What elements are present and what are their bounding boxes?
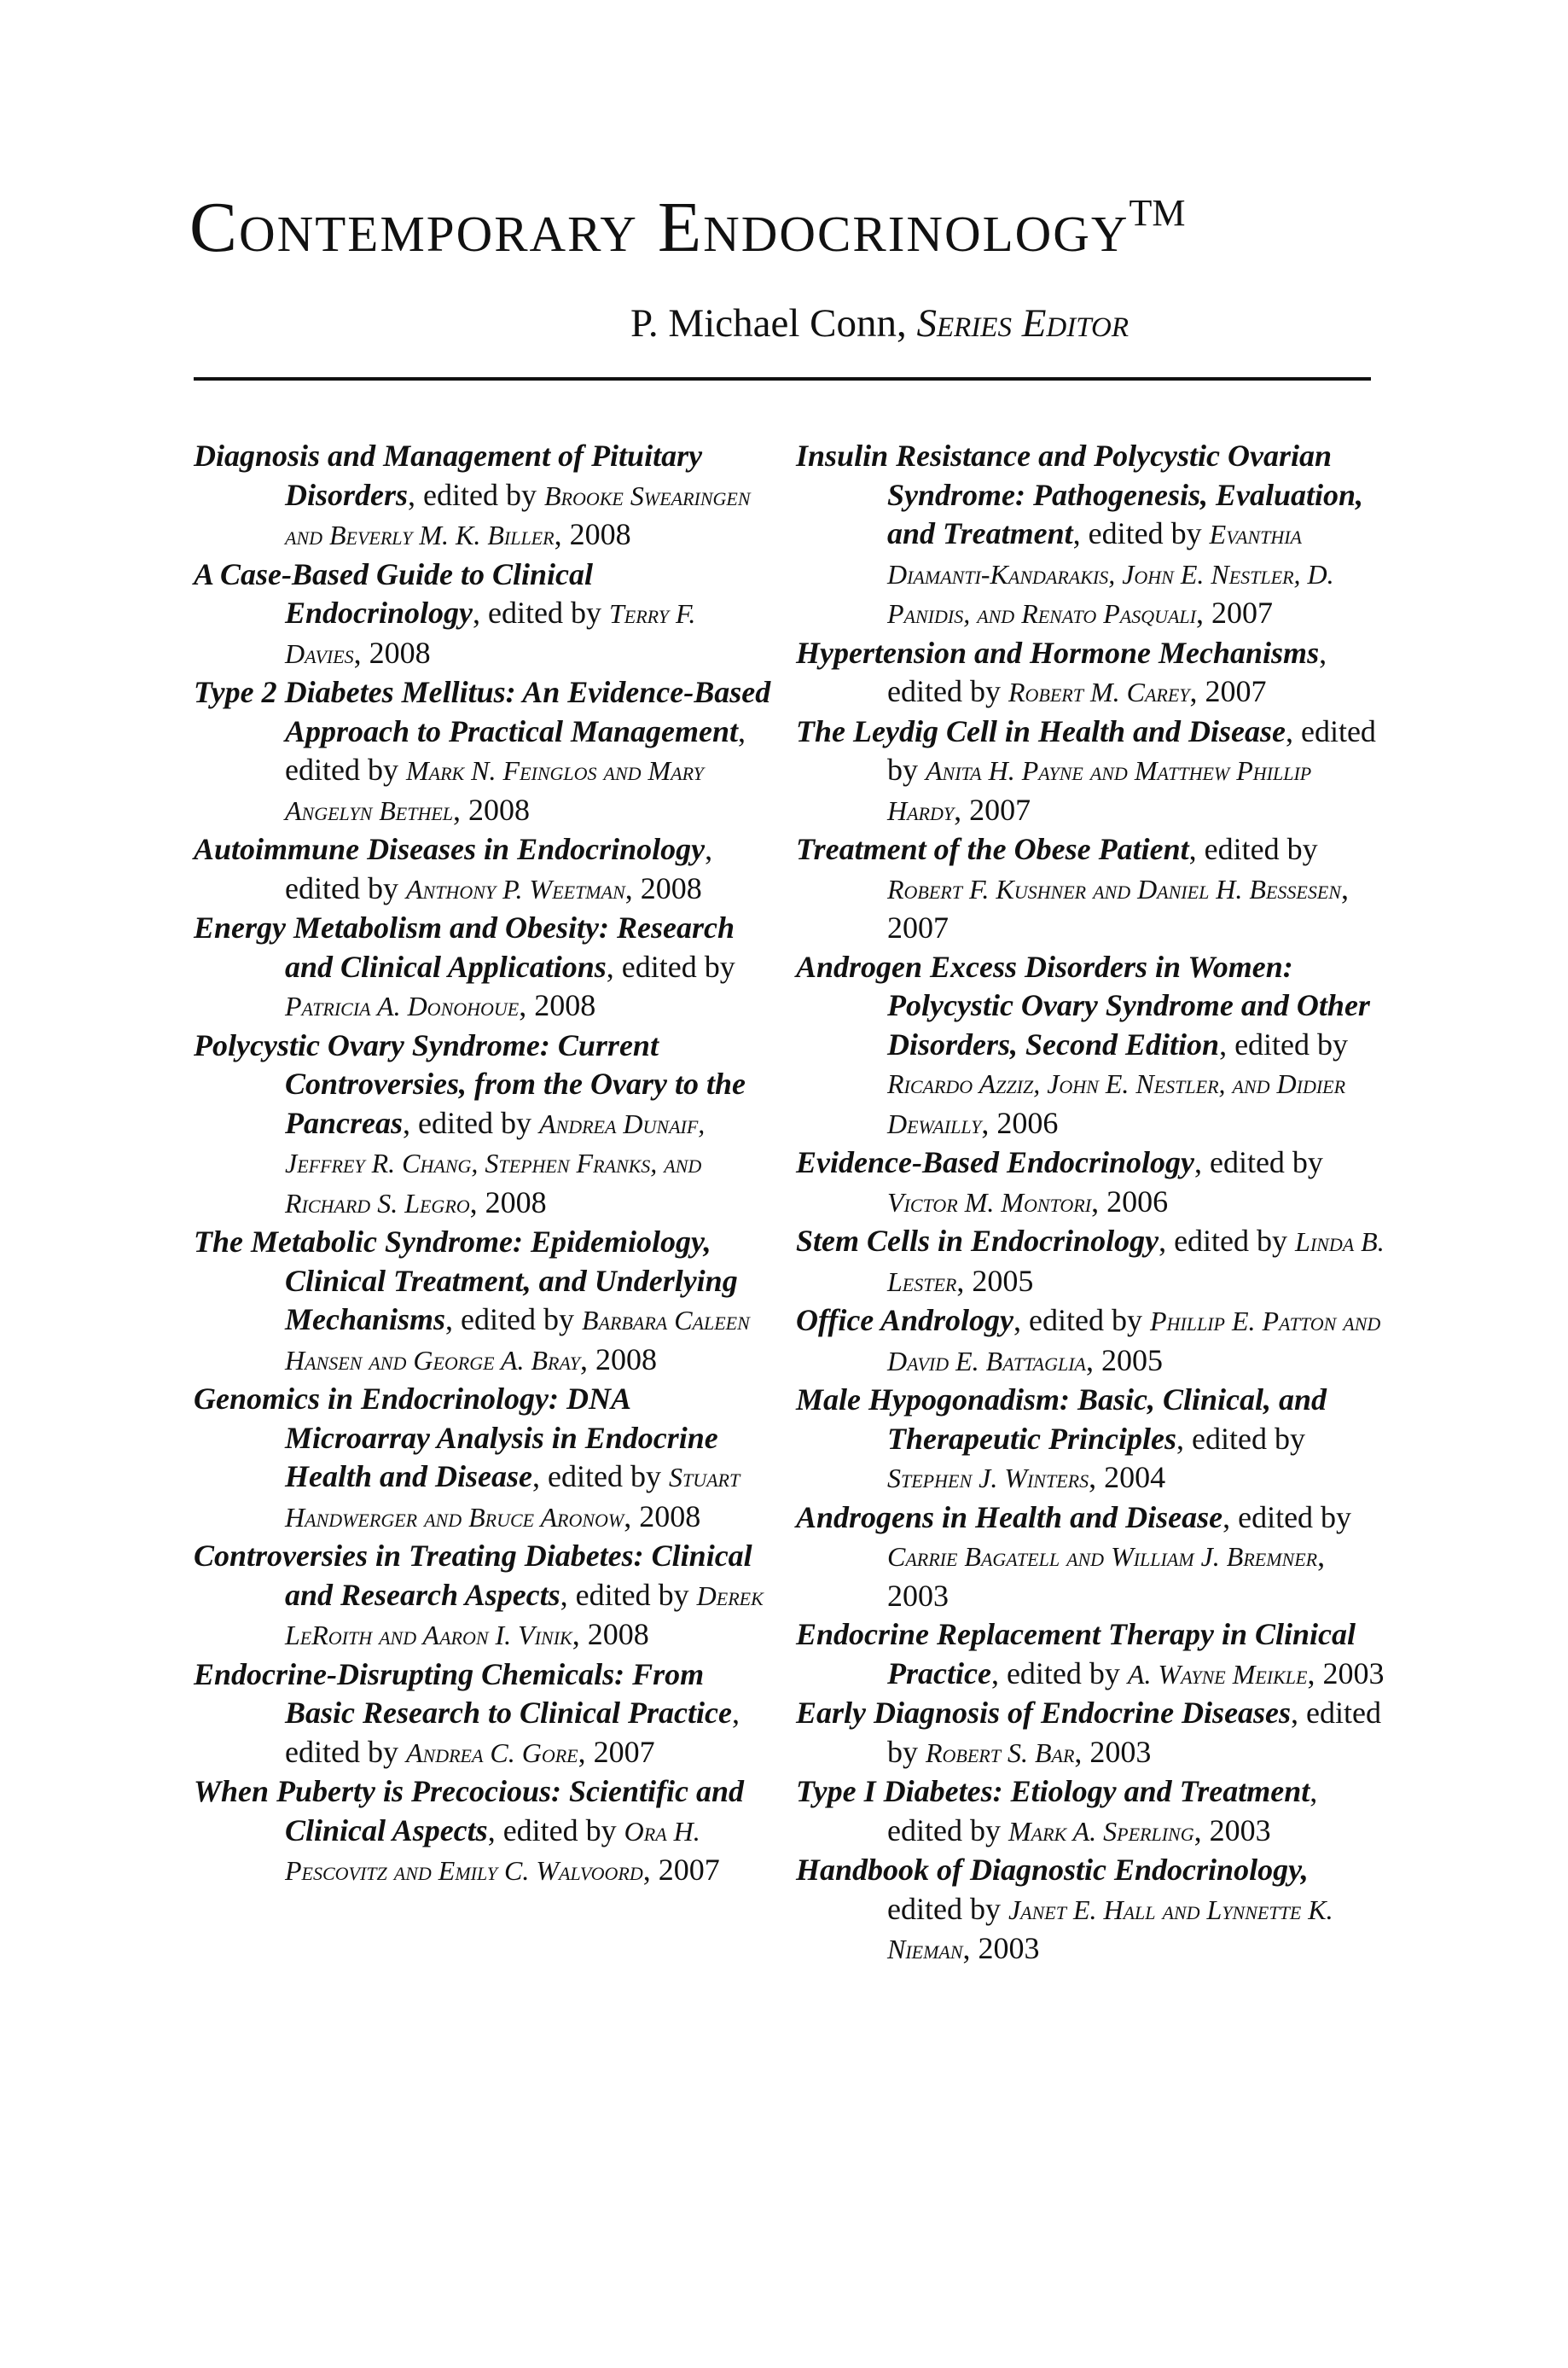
book-title: Type I Diabetes: Etiology and Treatment xyxy=(796,1774,1310,1808)
book-editors: Derek LeRoith and Aaron I. Vinik xyxy=(285,1580,764,1650)
book-entry xyxy=(194,437,774,556)
edited-by-text: , edited by xyxy=(1159,1224,1288,1258)
book-year: , 2007 xyxy=(578,1734,655,1769)
book-entry xyxy=(796,830,1385,948)
book-year: , 2008 xyxy=(624,870,702,905)
book-editors: Ora H. Pescovitz and Emily C. Walvoord xyxy=(285,1815,700,1886)
edited-by-text: , edited by xyxy=(1013,1303,1142,1337)
book-title: Type 2 Diabetes Mellitus: An Evidence-Based Approach to Practical Management xyxy=(194,675,771,748)
book-title: Autoimmune Diseases in Endocrinology xyxy=(194,832,706,866)
book-title: Androgen Excess Disorders in Women: Polycystic Ovary Syndrome and Other Disorders, Second Edition xyxy=(796,949,1370,1062)
edited-by-text: , edited by xyxy=(285,832,713,905)
book-editors: Robert F. Kushner and Daniel H. Bessesen xyxy=(887,873,1341,905)
book-list-right-column xyxy=(796,437,1385,1969)
book-entry xyxy=(796,1694,1385,1772)
book-year: , 2008 xyxy=(353,635,431,670)
book-entry xyxy=(194,909,774,1027)
edited-by-text: , edited by xyxy=(487,1812,617,1847)
edited-by-text: edited by xyxy=(887,1891,1001,1926)
book-year: , 2007 xyxy=(954,792,1031,827)
book-title: Endocrine-Disrupting Chemicals: From Basic Research to Clinical Practice xyxy=(194,1656,732,1730)
edited-by-text: , edited by xyxy=(606,949,735,984)
book-year: , 2003 xyxy=(1074,1734,1152,1769)
book-editors: Anita H. Payne and Matthew Phillip Hardy xyxy=(887,755,1312,826)
edited-by-text: , edited by xyxy=(990,1655,1120,1690)
book-editors: Janet E. Hall and Lynnette K. Nieman xyxy=(887,1894,1333,1964)
book-year: , 2008 xyxy=(519,988,596,1022)
book-year: , 2008 xyxy=(572,1617,649,1651)
book-entry xyxy=(194,673,774,830)
edited-by-text: , edited by xyxy=(887,713,1376,787)
trademark-symbol: TM xyxy=(1129,192,1186,234)
book-entry xyxy=(194,1380,774,1537)
book-entry xyxy=(796,1143,1385,1222)
book-editors: Andrea Dunaif, Jeffrey R. Chang, Stephen Franks, and Richard S. Legro xyxy=(285,1108,706,1219)
book-title: Evidence-Based Endocrinology xyxy=(796,1145,1194,1179)
book-entry xyxy=(194,1655,774,1773)
book-editors: Terry F. Davies xyxy=(285,598,696,669)
edited-by-text: , edited by xyxy=(532,1459,661,1493)
book-title: A Case-Based Guide to Clinical Endocrinology xyxy=(194,556,594,630)
book-year: , 2007 xyxy=(887,870,1349,945)
header-divider xyxy=(194,377,1371,381)
book-editors: Stephen J. Winters xyxy=(887,1463,1089,1493)
book-year: , 2007 xyxy=(1189,674,1267,708)
book-year: , 2005 xyxy=(956,1263,1034,1298)
edited-by-text: , edited by xyxy=(1176,1421,1305,1456)
book-editors: Victor M. Montori xyxy=(887,1186,1092,1218)
book-entry xyxy=(194,830,774,909)
book-entry xyxy=(194,1772,774,1891)
book-editors: Brooke Swearingen and Beverly M. K. Biller xyxy=(285,480,751,550)
book-editors: Carrie Bagatell and William J. Bremner xyxy=(887,1541,1318,1572)
edited-by-text: , edited by xyxy=(560,1577,689,1612)
book-entry xyxy=(796,1772,1385,1851)
book-editors: Ricardo Azziz, John E. Nestler, and Didier Dewailly xyxy=(887,1068,1346,1139)
book-title: Treatment of the Obese Patient xyxy=(796,832,1189,866)
book-title: Controversies in Treating Diabetes: Clinical and Research Aspects xyxy=(194,1539,752,1612)
edited-by-text: , edited by xyxy=(285,1696,740,1769)
book-year: , 2008 xyxy=(579,1341,657,1376)
book-year: , 2003 xyxy=(962,1931,1040,1965)
book-editors: Andrea C. Gore xyxy=(405,1737,578,1768)
book-editors: A. Wayne Meikle xyxy=(1127,1658,1308,1690)
book-editors: Phillip E. Patton and David E. Battaglia xyxy=(887,1306,1381,1376)
book-title: Diagnosis and Management of Pituitary Disorders xyxy=(194,439,703,512)
book-entry xyxy=(796,1498,1385,1616)
edited-by-text: , edited by xyxy=(887,635,1327,708)
edited-by-text: , edited by xyxy=(285,713,746,787)
edited-by-text: , edited by xyxy=(1219,1027,1349,1062)
book-entry xyxy=(796,437,1385,634)
edited-by-text: , edited by xyxy=(1222,1499,1352,1534)
book-editors: Robert S. Bar xyxy=(926,1737,1075,1768)
book-editors: Stuart Handwerger and Bruce Aronow xyxy=(285,1462,740,1533)
edited-by-text: , edited by xyxy=(1193,1145,1323,1179)
book-entry xyxy=(796,1301,1385,1381)
edited-by-text: , edited by xyxy=(887,1696,1382,1769)
book-year: , 2005 xyxy=(1085,1342,1163,1377)
book-year: , 2008 xyxy=(554,517,631,551)
book-year: , 2003 xyxy=(1193,1812,1271,1847)
book-editors: Mark A. Sperling xyxy=(1008,1815,1194,1847)
series-editor-line xyxy=(630,300,1129,346)
book-entry xyxy=(796,713,1385,831)
book-year: , 2004 xyxy=(1089,1460,1166,1494)
book-editors: Evanthia Diamanti-Kandarakis, John E. Nestler, D. Panidis, and Renato Pasquali xyxy=(887,519,1334,629)
book-title: Office Andrology xyxy=(796,1303,1013,1337)
book-title: Polycystic Ovary Syndrome: Current Controversies, from the Ovary to the Pancreas xyxy=(194,1027,746,1140)
book-title: Energy Metabolism and Obesity: Research and Clinical Applications xyxy=(194,911,735,984)
edited-by-text: , edited by xyxy=(1072,516,1202,550)
edited-by-text: , edited by xyxy=(445,1302,575,1336)
book-list-left-column xyxy=(194,437,774,1891)
book-year: , 2006 xyxy=(981,1105,1059,1140)
book-title: Genomics in Endocrinology: DNA Microarray Analysis in Endocrine Health and Disease xyxy=(194,1382,718,1493)
book-entry xyxy=(796,1222,1385,1301)
book-title: Hypertension and Hormone Mechanisms xyxy=(796,635,1320,670)
book-title: Androgens in Health and Disease xyxy=(796,1499,1223,1534)
book-title: Early Diagnosis of Endocrine Diseases xyxy=(796,1696,1292,1730)
book-entry xyxy=(796,1381,1385,1498)
book-entry xyxy=(194,1223,774,1380)
book-editors: Patricia A. Donohoue xyxy=(285,991,520,1021)
book-year: , 2007 xyxy=(642,1853,720,1887)
book-editors: Linda B. Lester xyxy=(887,1226,1385,1297)
book-title: When Puberty is Precocious: Scientific and Clinical Aspects xyxy=(194,1774,744,1847)
book-entry xyxy=(796,1851,1385,1969)
book-year: , 2003 xyxy=(887,1539,1326,1613)
book-editors: Anthony P. Weetman xyxy=(405,873,625,905)
book-year: , 2008 xyxy=(469,1184,547,1219)
book-title: Stem Cells in Endocrinology xyxy=(796,1224,1159,1258)
book-title: The Metabolic Syndrome: Epidemiology, Clinical Treatment, and Underlying Mechanisms xyxy=(194,1225,738,1336)
series-title-text: Contemporary Endocrinology xyxy=(189,188,1130,267)
book-title: Handbook of Diagnostic Endocrinology, xyxy=(796,1853,1309,1887)
book-title: Endocrine Replacement Therapy in Clinical Practice xyxy=(796,1617,1356,1690)
book-entry xyxy=(194,1537,774,1655)
book-year: , 2006 xyxy=(1091,1184,1169,1219)
book-year: , 2008 xyxy=(453,792,531,827)
edited-by-text: , edited by xyxy=(408,477,537,512)
book-entry xyxy=(796,634,1385,713)
book-title: Insulin Resistance and Polycystic Ovarian Syndrome: Pathogenesis, Evaluation, and Treatment xyxy=(796,439,1364,550)
edited-by-text: , edited by xyxy=(887,1774,1318,1847)
book-year: , 2008 xyxy=(624,1498,701,1533)
series-editor-role: Series Editor xyxy=(916,301,1129,346)
book-editors: Robert M. Carey xyxy=(1008,677,1190,707)
book-editors: Mark N. Feinglos and Mary Angelyn Bethel xyxy=(285,755,704,826)
book-entry xyxy=(194,1027,774,1224)
book-title: Male Hypogonadism: Basic, Clinical, and Therapeutic Principles xyxy=(796,1382,1327,1456)
book-entry xyxy=(796,948,1385,1144)
book-entry xyxy=(796,1615,1385,1694)
series-title xyxy=(189,188,1384,267)
book-editors: Barbara Caleen Hansen and George A. Bray xyxy=(285,1305,750,1376)
edited-by-text: , edited by xyxy=(1188,832,1318,866)
book-year: , 2007 xyxy=(1195,596,1273,630)
book-entry xyxy=(194,556,774,674)
book-year: , 2003 xyxy=(1307,1655,1385,1690)
series-editor-name: P. Michael Conn, xyxy=(630,301,907,346)
edited-by-text: , edited by xyxy=(403,1105,531,1140)
edited-by-text: , edited by xyxy=(473,596,601,630)
book-title: The Leydig Cell in Health and Disease xyxy=(796,713,1286,748)
